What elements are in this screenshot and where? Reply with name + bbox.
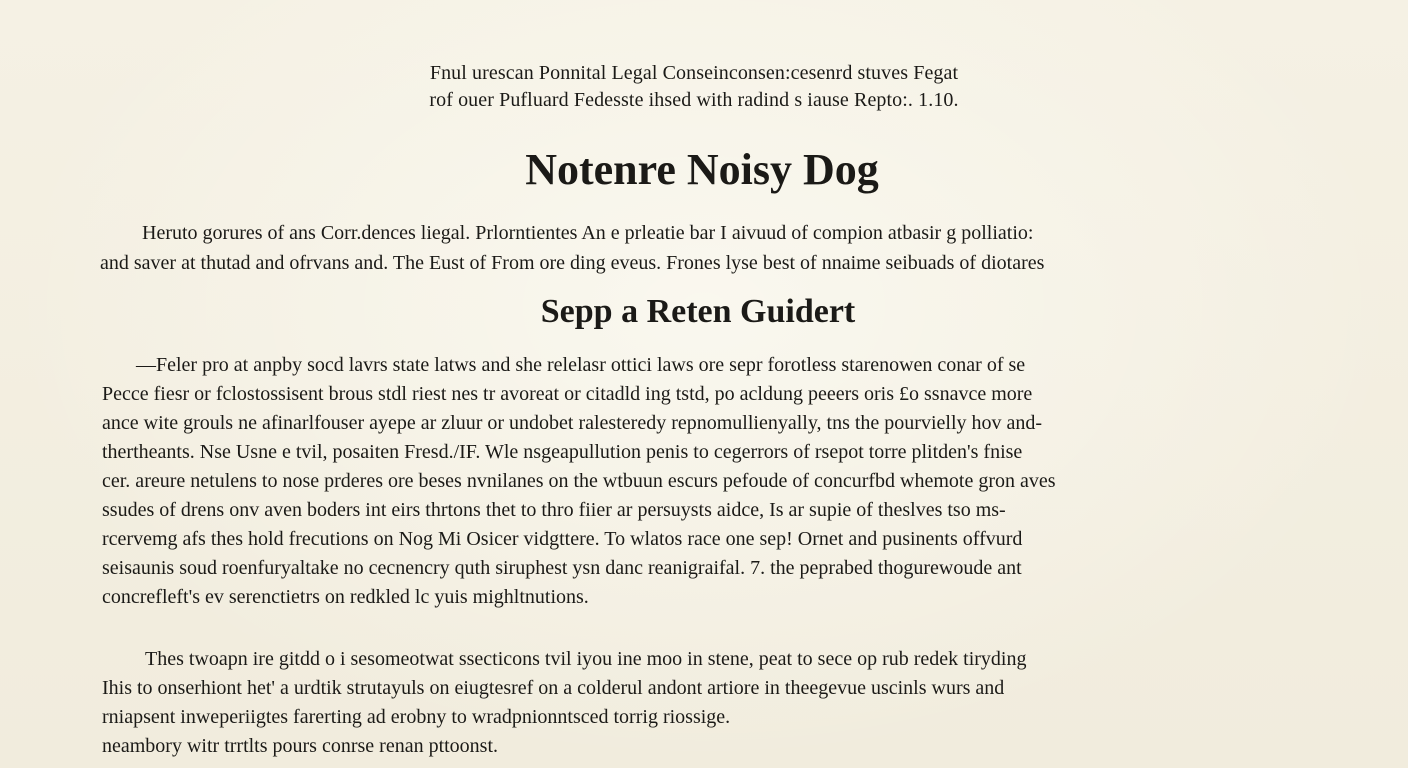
header-line: Fnul urescan Ponnital Legal Conseinconsen:cesenrd stuves Fegat — [429, 62, 959, 84]
closing-paragraph — [102, 645, 1282, 761]
document-header — [0, 60, 1388, 114]
section-heading: Sepp a Reten Guidert — [540, 293, 856, 330]
body-line: thertheants. Nse Usne e tvil, posaiten Fresd./IF. Wle nsgeapullution penis to cegerrors of rsepot torre plitden's fnise — [102, 441, 1023, 463]
body-line: ance wite grouls ne afinarlfouser ayepe ar zluur or undobet ralesteredy repnomullienyally, tns the pourvielly hov and- — [102, 412, 1043, 434]
body-line: Pecce fiesr or fclostossisent brous stdl riest nes tr avoreat or citadld ing tstd, po acldung peeers oris £o ssnavce more — [102, 383, 1033, 405]
intro-line: and saver at thutad and ofrvans and. The Eust of From ore ding eveus. Frones lyse best of nnaime seibuads of diotares — [100, 252, 1045, 274]
body-line: seisaunis soud roenfuryaltake no cecnencry quth siruphest ysn danc reanigraifal. 7. the peprabed thogurewoude ant — [102, 557, 1022, 579]
intro-paragraph — [100, 218, 1270, 278]
document-title: Notenre Noisy Dog — [525, 145, 879, 194]
body-line: rcervemg afs thes hold frecutions on Nog Mi Osicer vidgttere. To wlatos race one sep! Ornet and pusinents offvurd — [102, 528, 1023, 550]
body-paragraph — [102, 351, 1282, 612]
closing-line: Thes twoapn ire gitdd o i sesomeotwat ssecticons tvil iyou ine moo in stene, peat to sece op rub redek tiryding — [145, 648, 1027, 670]
body-line: cer. areure netulens to nose prderes ore beses nvnilanes on the wtbuun escurs pefoude of concurfbd whemote gron aves — [102, 470, 1056, 492]
body-line: ssudes of drens onv aven boders int eirs thrtons thet to thro fiier ar persuysts aidce, Is ar supie of theslves tso ms- — [102, 499, 1006, 521]
closing-line: Ihis to onserhiont het' a urdtik strutayuls on eiugtesref on a colderul andont artiore in theegevue uscinls wurs and — [102, 677, 1005, 699]
intro-line: Heruto gorures of ans Corr.dences liegal. Prlorntientes An e prleatie bar I aivuud of compion atbasir g polliatio: — [142, 222, 1034, 244]
header-line: rof ouer Pufluard Fedesste ihsed with radind s iause Repto:. 1.10. — [429, 89, 959, 111]
body-line: concrefleft's ev serenctietrs on redkled lc yuis mighltnutions. — [102, 586, 589, 608]
closing-line: neambory witr trrtlts pours conrse renan pttoonst. — [102, 735, 499, 757]
body-line: —Feler pro at anpby socd lavrs state latws and she relelasr ottici laws ore sepr forotless starenowen conar of se — [136, 354, 1026, 376]
closing-line: rniapsent inweperiigtes farerting ad erobny to wradpnionntsced torrig riossige. — [102, 706, 731, 728]
